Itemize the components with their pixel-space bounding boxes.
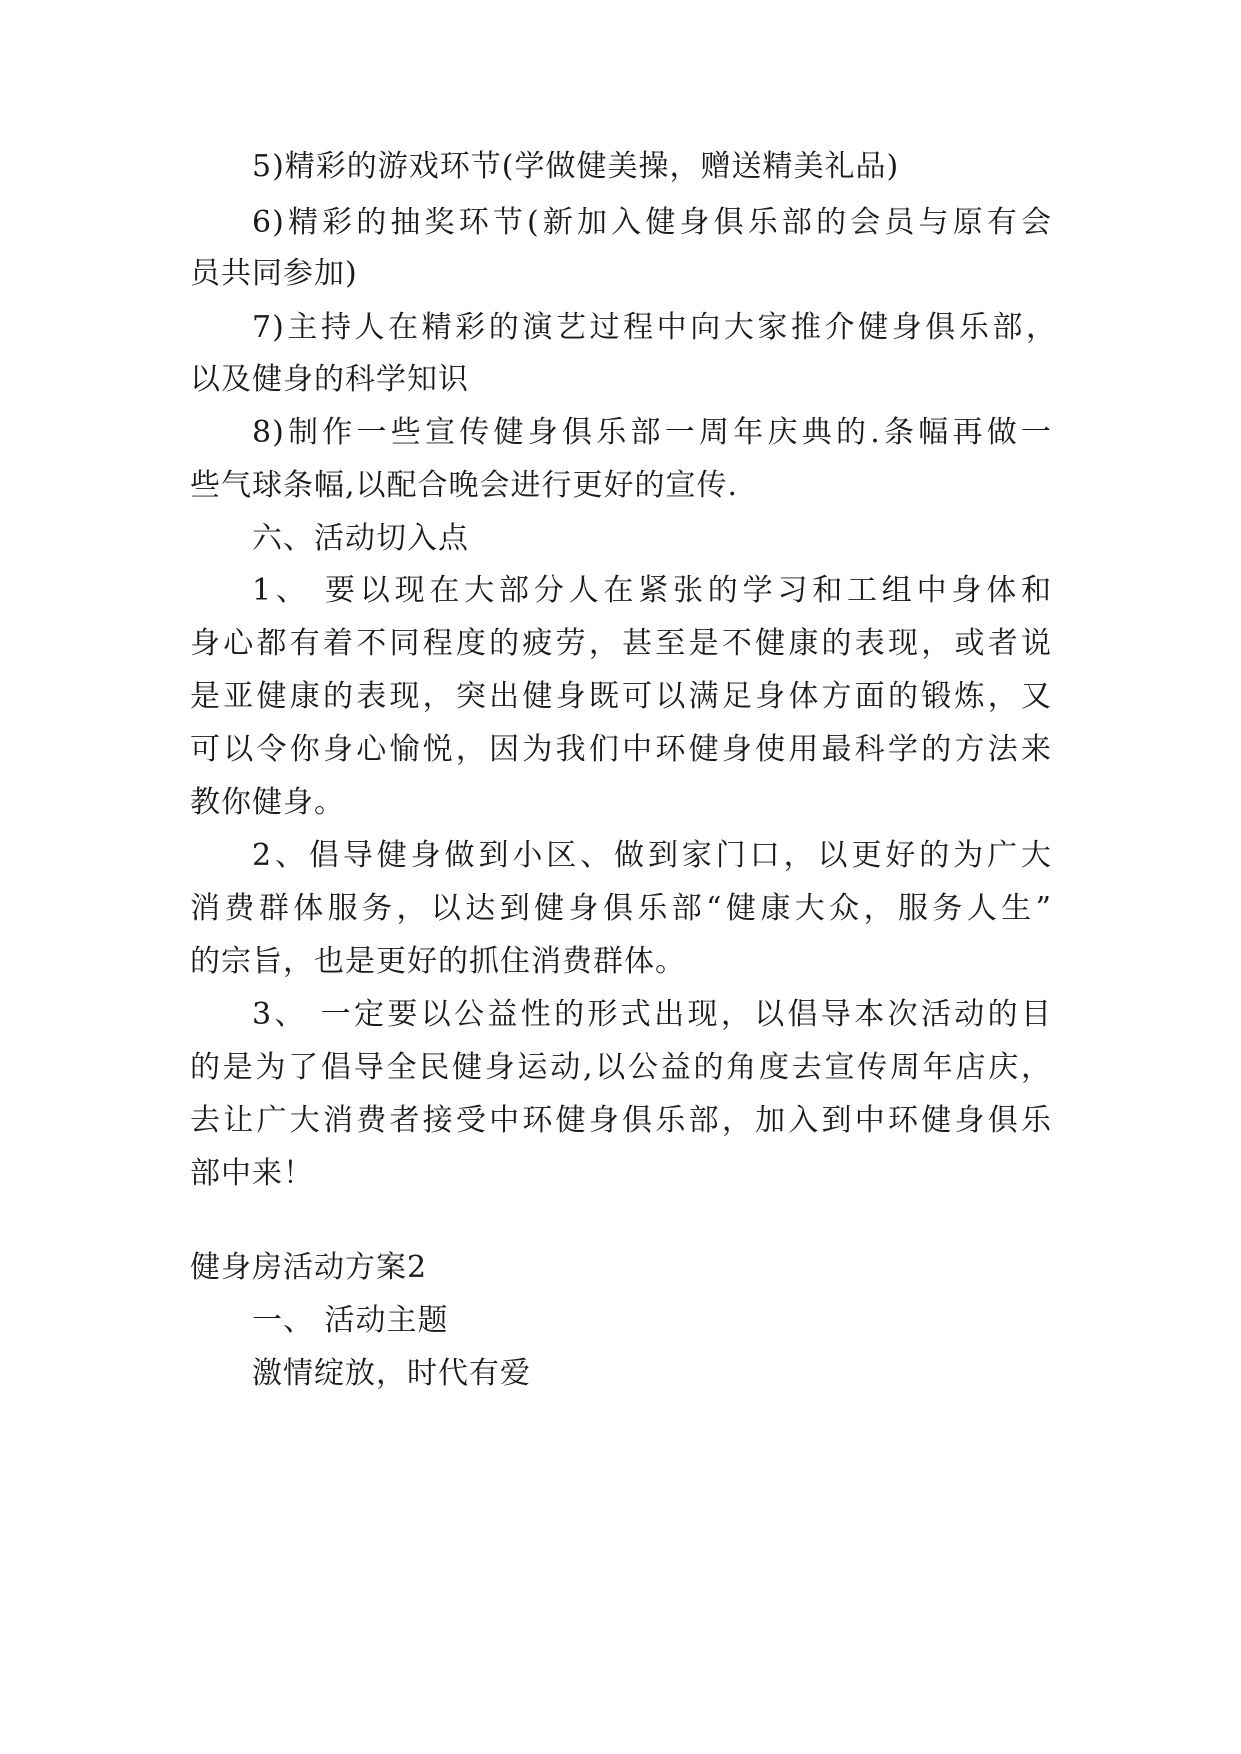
paragraph-line-point-1: 1、 要以现在大部分人在紧张的学习和工组中身体和 xyxy=(252,573,1052,608)
paragraph-line-7-continued: 以及健身的科学知识 xyxy=(190,362,469,397)
theme-text: 激情绽放，时代有爱 xyxy=(252,1356,531,1391)
paragraph-line-point-2-c: 的宗旨，也是更好的抓住消费群体。 xyxy=(190,944,686,979)
paragraph-line-point-1-c: 是亚健康的表现，突出健身既可以满足身体方面的锻炼，又 xyxy=(190,679,1052,714)
paragraph-line-point-2: 2、倡导健身做到小区、做到家门口，以更好的为广大 xyxy=(252,838,1052,873)
paragraph-line-point-1-d: 可以令你身心愉悦，因为我们中环健身使用最科学的方法来 xyxy=(190,732,1052,767)
paragraph-line-point-2-b: 消费群体服务，以达到健身俱乐部“健康大众，服务人生” xyxy=(190,891,1052,926)
section-heading-entry-point: 六、活动切入点 xyxy=(252,521,469,556)
section-title: 健身房活动方案2 xyxy=(190,1250,428,1285)
paragraph-line-5-game: 5)精彩的游戏环节(学做健美操，赠送精美礼品) xyxy=(252,149,900,184)
paragraph-line-8-banner: 8)制作一些宣传健身俱乐部一周年庆典的.条幅再做一 xyxy=(252,415,1052,450)
paragraph-line-6-continued: 员共同参加) xyxy=(190,256,358,291)
paragraph-line-6-lottery: 6)精彩的抽奖环节(新加入健身俱乐部的会员与原有会 xyxy=(252,205,1052,240)
paragraph-line-point-3-d: 部中来！ xyxy=(190,1156,314,1191)
theme-heading: 一、 活动主题 xyxy=(252,1303,449,1338)
paragraph-line-point-3-b: 的是为了倡导全民健身运动,以公益的角度去宣传周年店庆， xyxy=(190,1050,1052,1085)
paragraph-line-7-host: 7)主持人在精彩的演艺过程中向大家推介健身俱乐部， xyxy=(252,310,1057,345)
paragraph-line-point-1-b: 身心都有着不同程度的疲劳，甚至是不健康的表现，或者说 xyxy=(190,626,1052,661)
paragraph-line-point-3: 3、 一定要以公益性的形式出现，以倡导本次活动的目 xyxy=(252,997,1052,1032)
paragraph-line-point-3-c: 去让广大消费者接受中环健身俱乐部，加入到中环健身俱乐 xyxy=(190,1103,1052,1138)
paragraph-line-point-1-e: 教你健身。 xyxy=(190,785,345,820)
paragraph-line-8-continued: 些气球条幅,以配合晚会进行更好的宣传. xyxy=(190,468,739,503)
